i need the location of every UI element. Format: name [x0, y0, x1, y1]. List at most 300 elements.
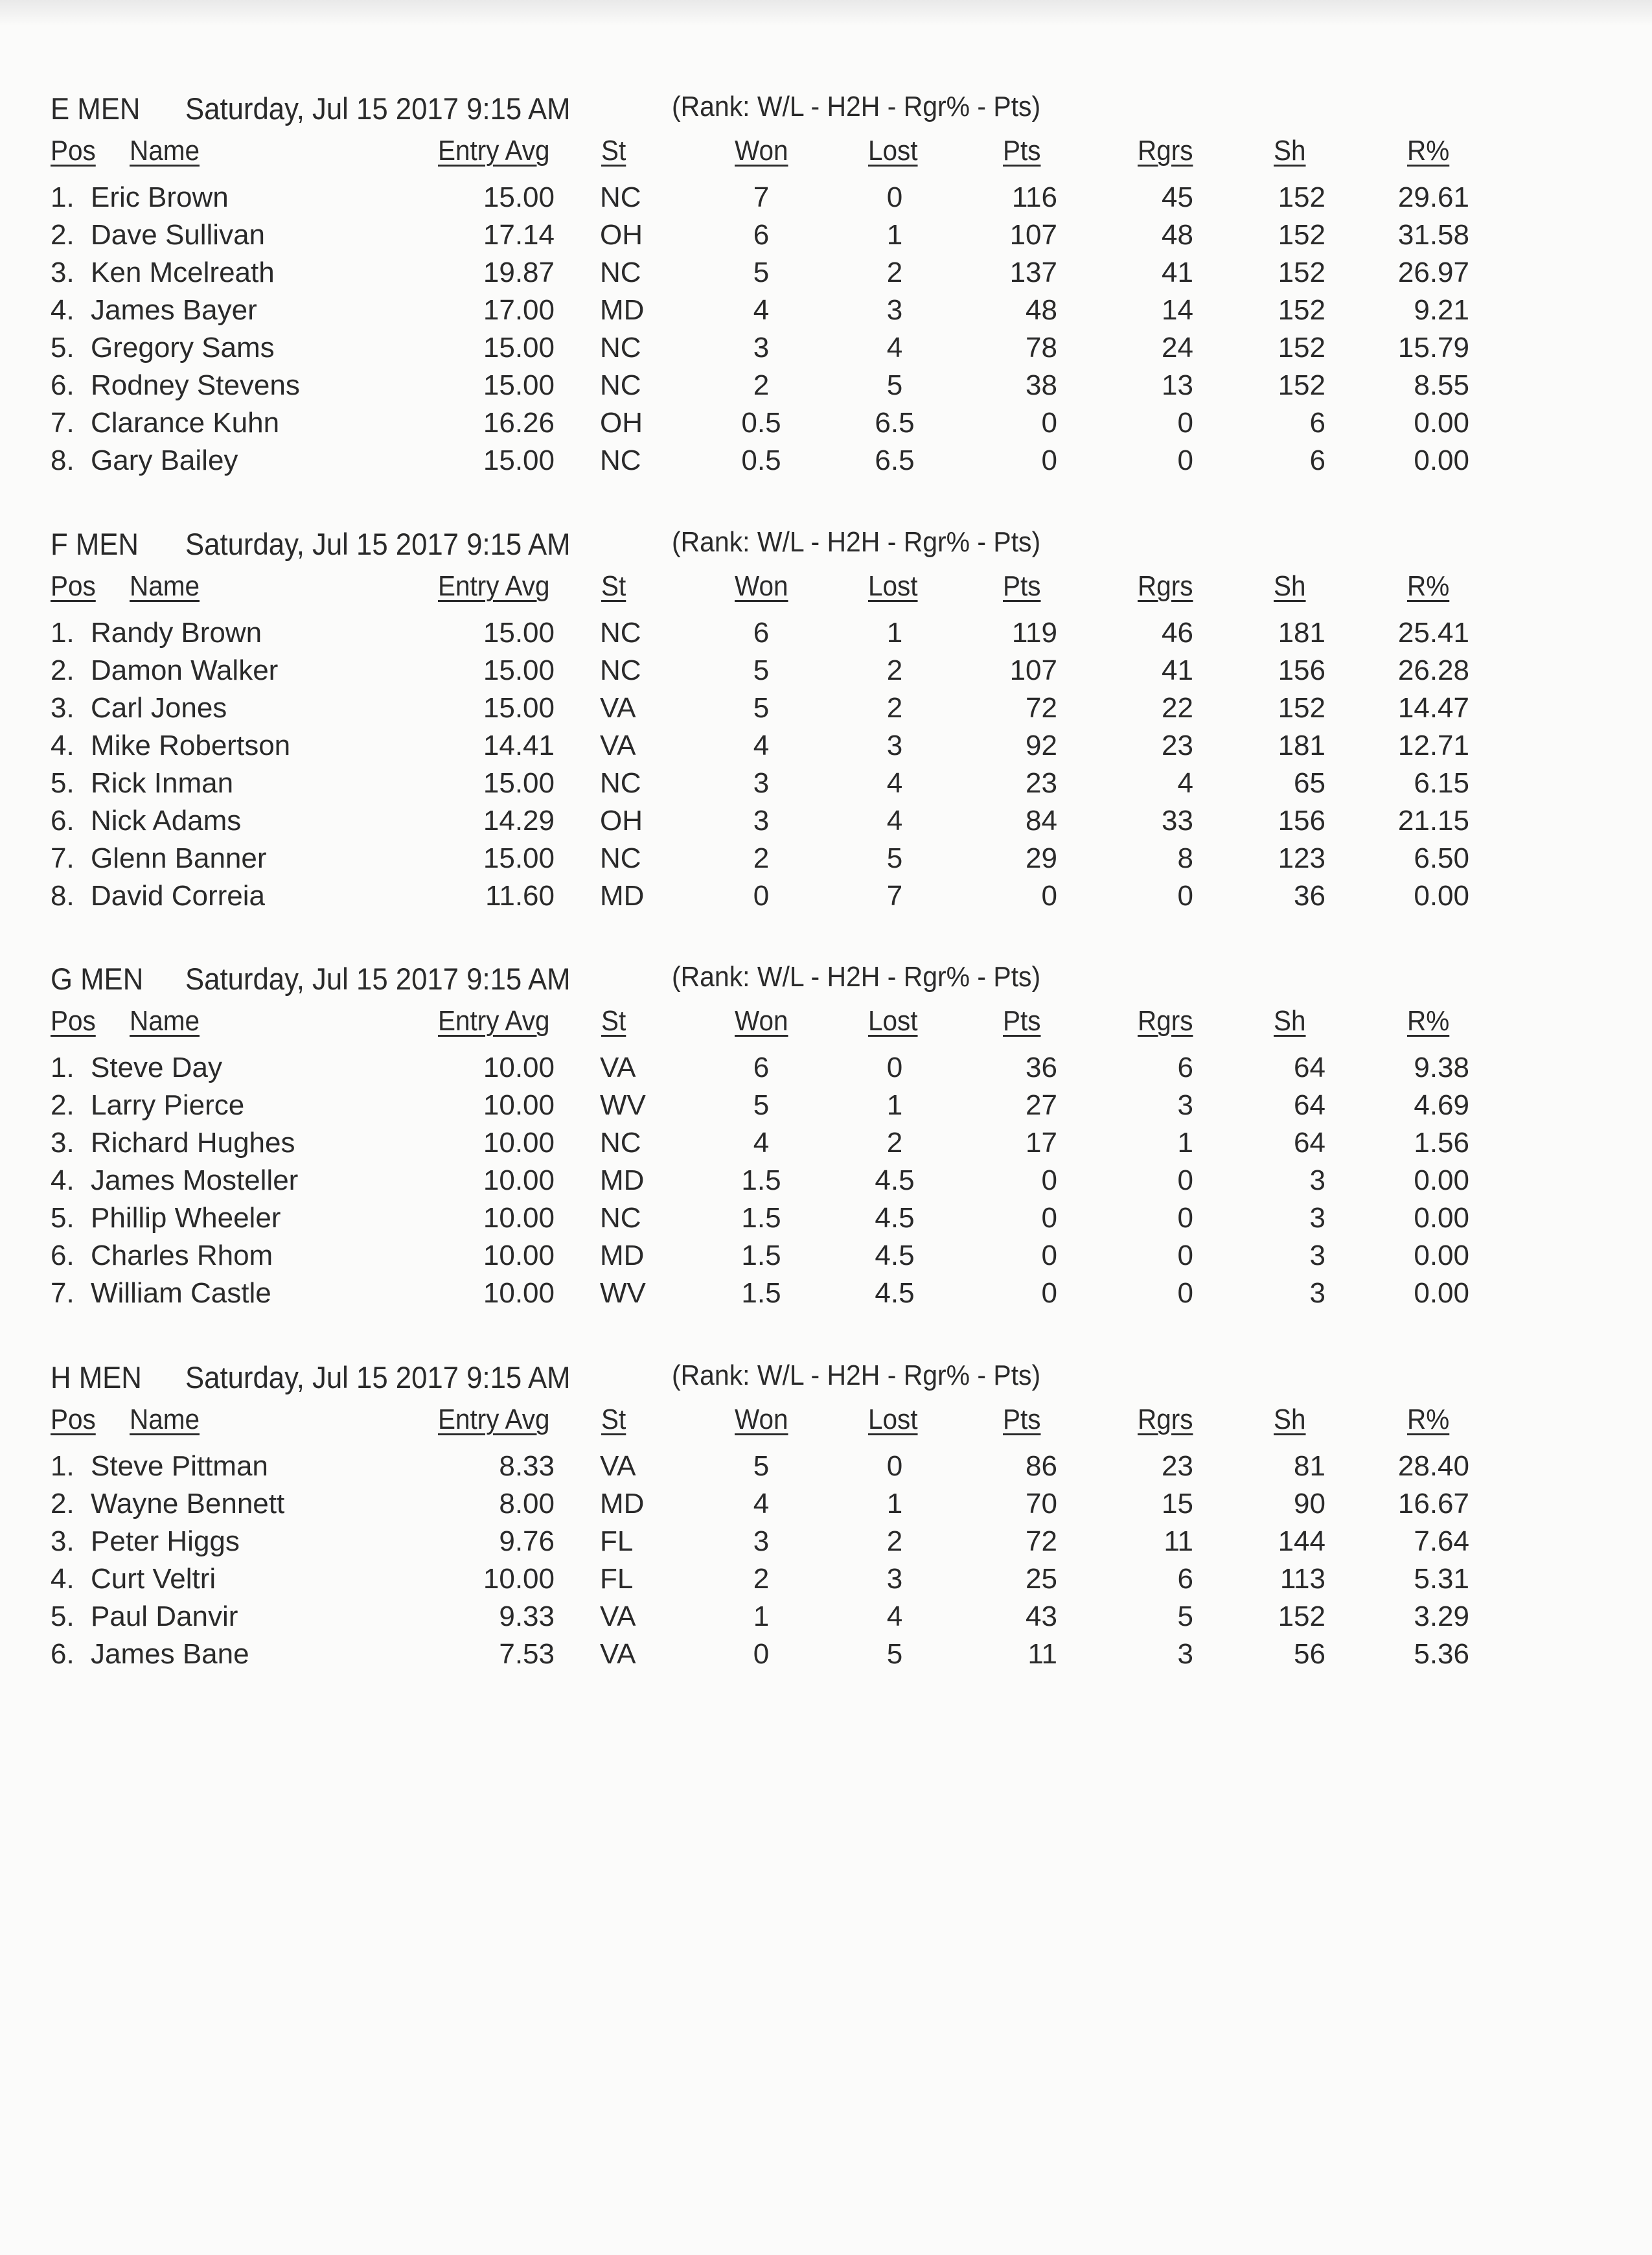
section-title	[0, 1359, 1652, 1398]
cell-name: Steve Day	[91, 1052, 222, 1083]
cell-pts: 38	[1026, 369, 1057, 401]
cell-won: 0	[753, 880, 770, 912]
cell-rp: 26.28	[1397, 654, 1469, 686]
table-row	[0, 445, 1652, 482]
cell-pos: 6.	[51, 369, 75, 401]
cell-lost: 5	[886, 369, 903, 401]
column-header-row	[0, 570, 1652, 609]
cell-pos: 7.	[51, 842, 75, 874]
cell-rgrs: 3	[1177, 1089, 1193, 1121]
cell-st: OH	[600, 805, 643, 837]
cell-pos: 4.	[51, 1164, 75, 1196]
cell-st: NC	[600, 1127, 641, 1159]
cell-lost: 6.5	[875, 445, 915, 476]
cell-avg: 8.00	[499, 1488, 555, 1520]
cell-lost: 3	[886, 730, 903, 761]
cell-rp: 31.58	[1397, 219, 1469, 251]
column-header-won: Won	[735, 1005, 788, 1037]
standings-section	[0, 1359, 1652, 1676]
cell-lost: 7	[886, 880, 903, 912]
standings-section	[0, 91, 1652, 482]
cell-sh: 152	[1278, 294, 1325, 326]
cell-lost: 3	[886, 1563, 903, 1595]
column-header-pts: Pts	[1003, 135, 1041, 167]
cell-name: Charles Rhom	[91, 1240, 273, 1271]
table-row	[0, 617, 1652, 654]
cell-st: NC	[600, 181, 641, 213]
cell-rp: 3.29	[1414, 1601, 1469, 1632]
cell-rgrs: 6	[1177, 1563, 1193, 1595]
cell-name: Damon Walker	[91, 654, 279, 686]
cell-won: 6	[753, 617, 770, 649]
cell-pts: 137	[1009, 257, 1057, 288]
cell-avg: 11.60	[485, 880, 555, 912]
cell-avg: 15.00	[483, 842, 555, 874]
cell-won: 5	[753, 654, 770, 686]
column-header-name: Name	[130, 1404, 200, 1435]
cell-pts: 43	[1026, 1601, 1057, 1632]
cell-pts: 29	[1026, 842, 1057, 874]
cell-sh: 156	[1278, 654, 1325, 686]
cell-pos: 1.	[51, 181, 75, 213]
cell-lost: 2	[886, 654, 903, 686]
column-header-sh: Sh	[1274, 570, 1306, 602]
cell-rgrs: 23	[1162, 730, 1193, 761]
cell-st: NC	[600, 445, 641, 476]
cell-won: 4	[753, 730, 770, 761]
cell-rp: 1.56	[1414, 1127, 1469, 1159]
cell-won: 6	[753, 1052, 770, 1083]
cell-name: Clarance Kuhn	[91, 407, 280, 439]
column-header-st: St	[601, 135, 626, 167]
cell-avg: 9.33	[499, 1601, 555, 1632]
cell-st: OH	[600, 219, 643, 251]
cell-sh: 152	[1278, 692, 1325, 724]
cell-st: MD	[600, 294, 645, 326]
cell-sh: 3	[1309, 1202, 1325, 1234]
cell-rp: 0.00	[1414, 1240, 1469, 1271]
cell-rp: 7.64	[1414, 1525, 1469, 1557]
table-row	[0, 805, 1652, 842]
cell-rp: 25.41	[1397, 617, 1469, 649]
cell-sh: 152	[1278, 369, 1325, 401]
cell-pos: 1.	[51, 1450, 75, 1482]
cell-name: Randy Brown	[91, 617, 262, 649]
cell-won: 0.5	[741, 407, 781, 439]
cell-rgrs: 48	[1162, 219, 1193, 251]
cell-sh: 156	[1278, 805, 1325, 837]
cell-st: FL	[600, 1563, 634, 1595]
cell-name: David Correia	[91, 880, 265, 912]
cell-lost: 4	[886, 1601, 903, 1632]
table-row	[0, 1240, 1652, 1277]
cell-rgrs: 14	[1162, 294, 1193, 326]
cell-st: VA	[600, 730, 636, 761]
cell-won: 5	[753, 692, 770, 724]
cell-sh: 56	[1294, 1638, 1325, 1670]
cell-lost: 2	[886, 1525, 903, 1557]
cell-pos: 8.	[51, 880, 75, 912]
cell-st: MD	[600, 1488, 645, 1520]
cell-sh: 3	[1309, 1164, 1325, 1196]
section-title	[0, 91, 1652, 130]
cell-pts: 27	[1026, 1089, 1057, 1121]
table-row	[0, 842, 1652, 880]
cell-name: Dave Sullivan	[91, 219, 266, 251]
cell-pts: 0	[1041, 445, 1057, 476]
cell-name: Eric Brown	[91, 181, 229, 213]
column-header-sh: Sh	[1274, 1404, 1306, 1435]
table-row	[0, 767, 1652, 805]
cell-pos: 2.	[51, 654, 75, 686]
table-row	[0, 692, 1652, 730]
cell-avg: 19.87	[483, 257, 555, 288]
cell-avg: 10.00	[483, 1052, 555, 1083]
cell-sh: 152	[1278, 257, 1325, 288]
cell-rp: 0.00	[1414, 880, 1469, 912]
cell-won: 3	[753, 332, 770, 364]
column-header-pts: Pts	[1003, 570, 1041, 602]
cell-lost: 2	[886, 692, 903, 724]
column-header-st: St	[601, 570, 626, 602]
cell-sh: 113	[1279, 1563, 1325, 1595]
cell-name: Gregory Sams	[91, 332, 275, 364]
cell-pts: 36	[1026, 1052, 1057, 1083]
column-header-pos: Pos	[51, 570, 96, 602]
cell-pos: 7.	[51, 407, 75, 439]
cell-pts: 0	[1041, 1240, 1057, 1271]
cell-pts: 0	[1041, 1164, 1057, 1196]
ranking-rule: (Rank: W/L - H2H - Rgr% - Pts)	[672, 961, 1041, 993]
column-header-rgrs: Rgrs	[1138, 135, 1193, 167]
cell-rp: 4.69	[1414, 1089, 1469, 1121]
cell-name: William Castle	[91, 1277, 271, 1309]
cell-rgrs: 0	[1177, 1164, 1193, 1196]
cell-won: 4	[753, 1488, 770, 1520]
cell-pos: 4.	[51, 730, 75, 761]
cell-pts: 0	[1041, 1202, 1057, 1234]
cell-name: Rodney Stevens	[91, 369, 300, 401]
standings-section	[0, 961, 1652, 1315]
column-header-rgrs: Rgrs	[1138, 570, 1193, 602]
cell-pos: 2.	[51, 1089, 75, 1121]
cell-name: Glenn Banner	[91, 842, 267, 874]
cell-pos: 3.	[51, 692, 75, 724]
cell-avg: 14.41	[483, 730, 555, 761]
cell-lost: 0	[886, 1052, 903, 1083]
cell-avg: 10.00	[483, 1202, 555, 1234]
table-row	[0, 654, 1652, 692]
column-header-sh: Sh	[1274, 135, 1306, 167]
column-header-r-pct: R%	[1407, 1005, 1450, 1037]
table-row	[0, 1127, 1652, 1164]
cell-st: MD	[600, 1240, 645, 1271]
event-datetime: Saturday, Jul 15 2017 9:15 AM	[185, 91, 571, 126]
cell-pos: 5.	[51, 1601, 75, 1632]
event-datetime: Saturday, Jul 15 2017 9:15 AM	[185, 527, 571, 561]
cell-name: Curt Veltri	[91, 1563, 216, 1595]
cell-sh: 36	[1294, 880, 1325, 912]
cell-lost: 1	[886, 219, 903, 251]
cell-pts: 25	[1026, 1563, 1057, 1595]
cell-won: 5	[753, 257, 770, 288]
cell-pts: 86	[1026, 1450, 1057, 1482]
cell-rgrs: 5	[1177, 1601, 1193, 1632]
cell-avg: 15.00	[483, 767, 555, 799]
cell-pts: 23	[1026, 767, 1057, 799]
ranking-rule: (Rank: W/L - H2H - Rgr% - Pts)	[672, 1359, 1041, 1391]
cell-sh: 3	[1309, 1277, 1325, 1309]
cell-name: Mike Robertson	[91, 730, 291, 761]
column-header-name: Name	[130, 570, 200, 602]
cell-rgrs: 4	[1177, 767, 1193, 799]
table-row	[0, 181, 1652, 219]
cell-won: 7	[753, 181, 770, 213]
cell-rgrs: 46	[1162, 617, 1193, 649]
cell-rp: 5.31	[1414, 1563, 1469, 1595]
cell-pos: 3.	[51, 1127, 75, 1159]
cell-avg: 15.00	[483, 445, 555, 476]
cell-lost: 1	[886, 617, 903, 649]
cell-pts: 84	[1026, 805, 1057, 837]
division-label: G MEN	[51, 962, 144, 996]
column-header-st: St	[601, 1005, 626, 1037]
cell-st: NC	[600, 842, 641, 874]
cell-rp: 14.47	[1397, 692, 1469, 724]
cell-name: James Mosteller	[91, 1164, 299, 1196]
cell-won: 4	[753, 1127, 770, 1159]
cell-name: Steve Pittman	[91, 1450, 268, 1482]
cell-pos: 2.	[51, 1488, 75, 1520]
division-label: E MEN	[51, 91, 141, 126]
cell-avg: 17.14	[483, 219, 555, 251]
table-row	[0, 294, 1652, 332]
cell-rp: 15.79	[1397, 332, 1469, 364]
cell-rgrs: 33	[1162, 805, 1193, 837]
cell-pts: 48	[1026, 294, 1057, 326]
cell-lost: 4.5	[875, 1202, 915, 1234]
cell-avg: 10.00	[483, 1563, 555, 1595]
column-header-name: Name	[130, 1005, 200, 1037]
column-header-row	[0, 1404, 1652, 1442]
column-header-r-pct: R%	[1407, 570, 1450, 602]
cell-pos: 3.	[51, 1525, 75, 1557]
cell-sh: 123	[1278, 842, 1325, 874]
section-title	[0, 961, 1652, 1000]
table-row	[0, 1638, 1652, 1676]
cell-avg: 8.33	[499, 1450, 555, 1482]
cell-rgrs: 0	[1177, 1277, 1193, 1309]
cell-lost: 4	[886, 805, 903, 837]
cell-rp: 26.97	[1397, 257, 1469, 288]
table-row	[0, 1164, 1652, 1202]
cell-rp: 28.40	[1397, 1450, 1469, 1482]
cell-st: NC	[600, 617, 641, 649]
cell-rgrs: 22	[1162, 692, 1193, 724]
table-row	[0, 1277, 1652, 1315]
cell-st: VA	[600, 1450, 636, 1482]
cell-pos: 5.	[51, 767, 75, 799]
cell-lost: 5	[886, 1638, 903, 1670]
column-header-entry-avg: Entry Avg	[438, 135, 550, 167]
column-header-pos: Pos	[51, 135, 96, 167]
cell-sh: 64	[1294, 1052, 1325, 1083]
cell-avg: 15.00	[483, 617, 555, 649]
cell-pts: 72	[1026, 692, 1057, 724]
cell-pts: 0	[1041, 1277, 1057, 1309]
cell-lost: 1	[886, 1089, 903, 1121]
table-row	[0, 1525, 1652, 1563]
cell-rgrs: 6	[1177, 1052, 1193, 1083]
cell-won: 3	[753, 1525, 770, 1557]
cell-pts: 78	[1026, 332, 1057, 364]
cell-st: NC	[600, 257, 641, 288]
cell-st: MD	[600, 880, 645, 912]
cell-st: NC	[600, 767, 641, 799]
cell-st: WV	[600, 1089, 646, 1121]
scan-edge	[0, 0, 1652, 26]
cell-avg: 15.00	[483, 181, 555, 213]
cell-pts: 70	[1026, 1488, 1057, 1520]
cell-rgrs: 0	[1177, 1202, 1193, 1234]
cell-st: MD	[600, 1164, 645, 1196]
cell-won: 2	[753, 369, 770, 401]
cell-pts: 107	[1009, 219, 1057, 251]
cell-name: Ken Mcelreath	[91, 257, 275, 288]
cell-name: Peter Higgs	[91, 1525, 240, 1557]
cell-won: 0	[753, 1638, 770, 1670]
table-row	[0, 1488, 1652, 1525]
cell-lost: 4	[886, 767, 903, 799]
cell-sh: 65	[1294, 767, 1325, 799]
cell-lost: 4	[886, 332, 903, 364]
column-header-sh: Sh	[1274, 1005, 1306, 1037]
cell-rp: 29.61	[1397, 181, 1469, 213]
column-header-won: Won	[735, 1404, 788, 1435]
cell-rp: 9.38	[1414, 1052, 1469, 1083]
cell-st: NC	[600, 654, 641, 686]
cell-rgrs: 11	[1164, 1525, 1193, 1557]
cell-pts: 116	[1011, 181, 1057, 213]
table-row	[0, 219, 1652, 257]
cell-won: 2	[753, 842, 770, 874]
cell-avg: 10.00	[483, 1089, 555, 1121]
cell-avg: 16.26	[483, 407, 555, 439]
cell-won: 1.5	[741, 1164, 781, 1196]
cell-sh: 152	[1278, 332, 1325, 364]
cell-pos: 6.	[51, 805, 75, 837]
cell-avg: 17.00	[483, 294, 555, 326]
cell-rgrs: 41	[1162, 654, 1193, 686]
cell-pos: 1.	[51, 617, 75, 649]
cell-rp: 8.55	[1414, 369, 1469, 401]
cell-won: 5	[753, 1450, 770, 1482]
cell-avg: 15.00	[483, 654, 555, 686]
cell-avg: 9.76	[499, 1525, 555, 1557]
division-label: F MEN	[51, 527, 139, 561]
cell-sh: 181	[1278, 730, 1325, 761]
table-row	[0, 880, 1652, 918]
cell-avg: 10.00	[483, 1127, 555, 1159]
event-datetime: Saturday, Jul 15 2017 9:15 AM	[185, 1360, 571, 1394]
table-row	[0, 1052, 1652, 1089]
cell-sh: 144	[1278, 1525, 1325, 1557]
table-row	[0, 369, 1652, 407]
column-header-pts: Pts	[1003, 1005, 1041, 1037]
cell-rp: 0.00	[1414, 407, 1469, 439]
cell-rp: 5.36	[1414, 1638, 1469, 1670]
cell-sh: 6	[1309, 445, 1325, 476]
table-row	[0, 1089, 1652, 1127]
cell-rp: 9.21	[1414, 294, 1469, 326]
cell-rp: 12.71	[1397, 730, 1469, 761]
column-header-entry-avg: Entry Avg	[438, 570, 550, 602]
cell-avg: 10.00	[483, 1277, 555, 1309]
column-header-lost: Lost	[868, 135, 918, 167]
cell-rp: 0.00	[1414, 1202, 1469, 1234]
cell-sh: 152	[1278, 219, 1325, 251]
cell-name: Carl Jones	[91, 692, 227, 724]
column-header-won: Won	[735, 570, 788, 602]
cell-rgrs: 0	[1177, 1240, 1193, 1271]
cell-sh: 3	[1309, 1240, 1325, 1271]
cell-lost: 3	[886, 294, 903, 326]
cell-pos: 4.	[51, 1563, 75, 1595]
cell-lost: 4.5	[875, 1240, 915, 1271]
cell-won: 1.5	[741, 1240, 781, 1271]
cell-rgrs: 24	[1162, 332, 1193, 364]
section-title	[0, 526, 1652, 565]
table-row	[0, 257, 1652, 294]
cell-lost: 0	[886, 1450, 903, 1482]
cell-st: NC	[600, 1202, 641, 1234]
cell-lost: 5	[886, 842, 903, 874]
column-header-st: St	[601, 1404, 626, 1435]
cell-st: WV	[600, 1277, 646, 1309]
cell-rgrs: 0	[1177, 407, 1193, 439]
cell-won: 3	[753, 805, 770, 837]
column-header-row	[0, 1005, 1652, 1044]
column-header-lost: Lost	[868, 1404, 918, 1435]
cell-rgrs: 0	[1177, 445, 1193, 476]
cell-avg: 15.00	[483, 369, 555, 401]
cell-st: VA	[600, 1052, 636, 1083]
column-header-won: Won	[735, 135, 788, 167]
cell-rgrs: 13	[1162, 369, 1193, 401]
cell-avg: 10.00	[483, 1164, 555, 1196]
cell-lost: 1	[886, 1488, 903, 1520]
cell-pos: 1.	[51, 1052, 75, 1083]
cell-st: VA	[600, 1638, 636, 1670]
cell-pos: 5.	[51, 1202, 75, 1234]
cell-pts: 0	[1041, 880, 1057, 912]
cell-name: Paul Danvir	[91, 1601, 238, 1632]
column-header-r-pct: R%	[1407, 135, 1450, 167]
cell-pts: 0	[1041, 407, 1057, 439]
cell-st: NC	[600, 369, 641, 401]
column-header-name: Name	[130, 135, 200, 167]
event-datetime: Saturday, Jul 15 2017 9:15 AM	[185, 962, 571, 996]
cell-st: FL	[600, 1525, 634, 1557]
cell-sh: 90	[1294, 1488, 1325, 1520]
cell-name: Larry Pierce	[91, 1089, 245, 1121]
table-row	[0, 1202, 1652, 1240]
cell-rp: 0.00	[1414, 1164, 1469, 1196]
cell-avg: 15.00	[483, 332, 555, 364]
cell-avg: 7.53	[499, 1638, 555, 1670]
cell-won: 2	[753, 1563, 770, 1595]
cell-lost: 4.5	[875, 1164, 915, 1196]
